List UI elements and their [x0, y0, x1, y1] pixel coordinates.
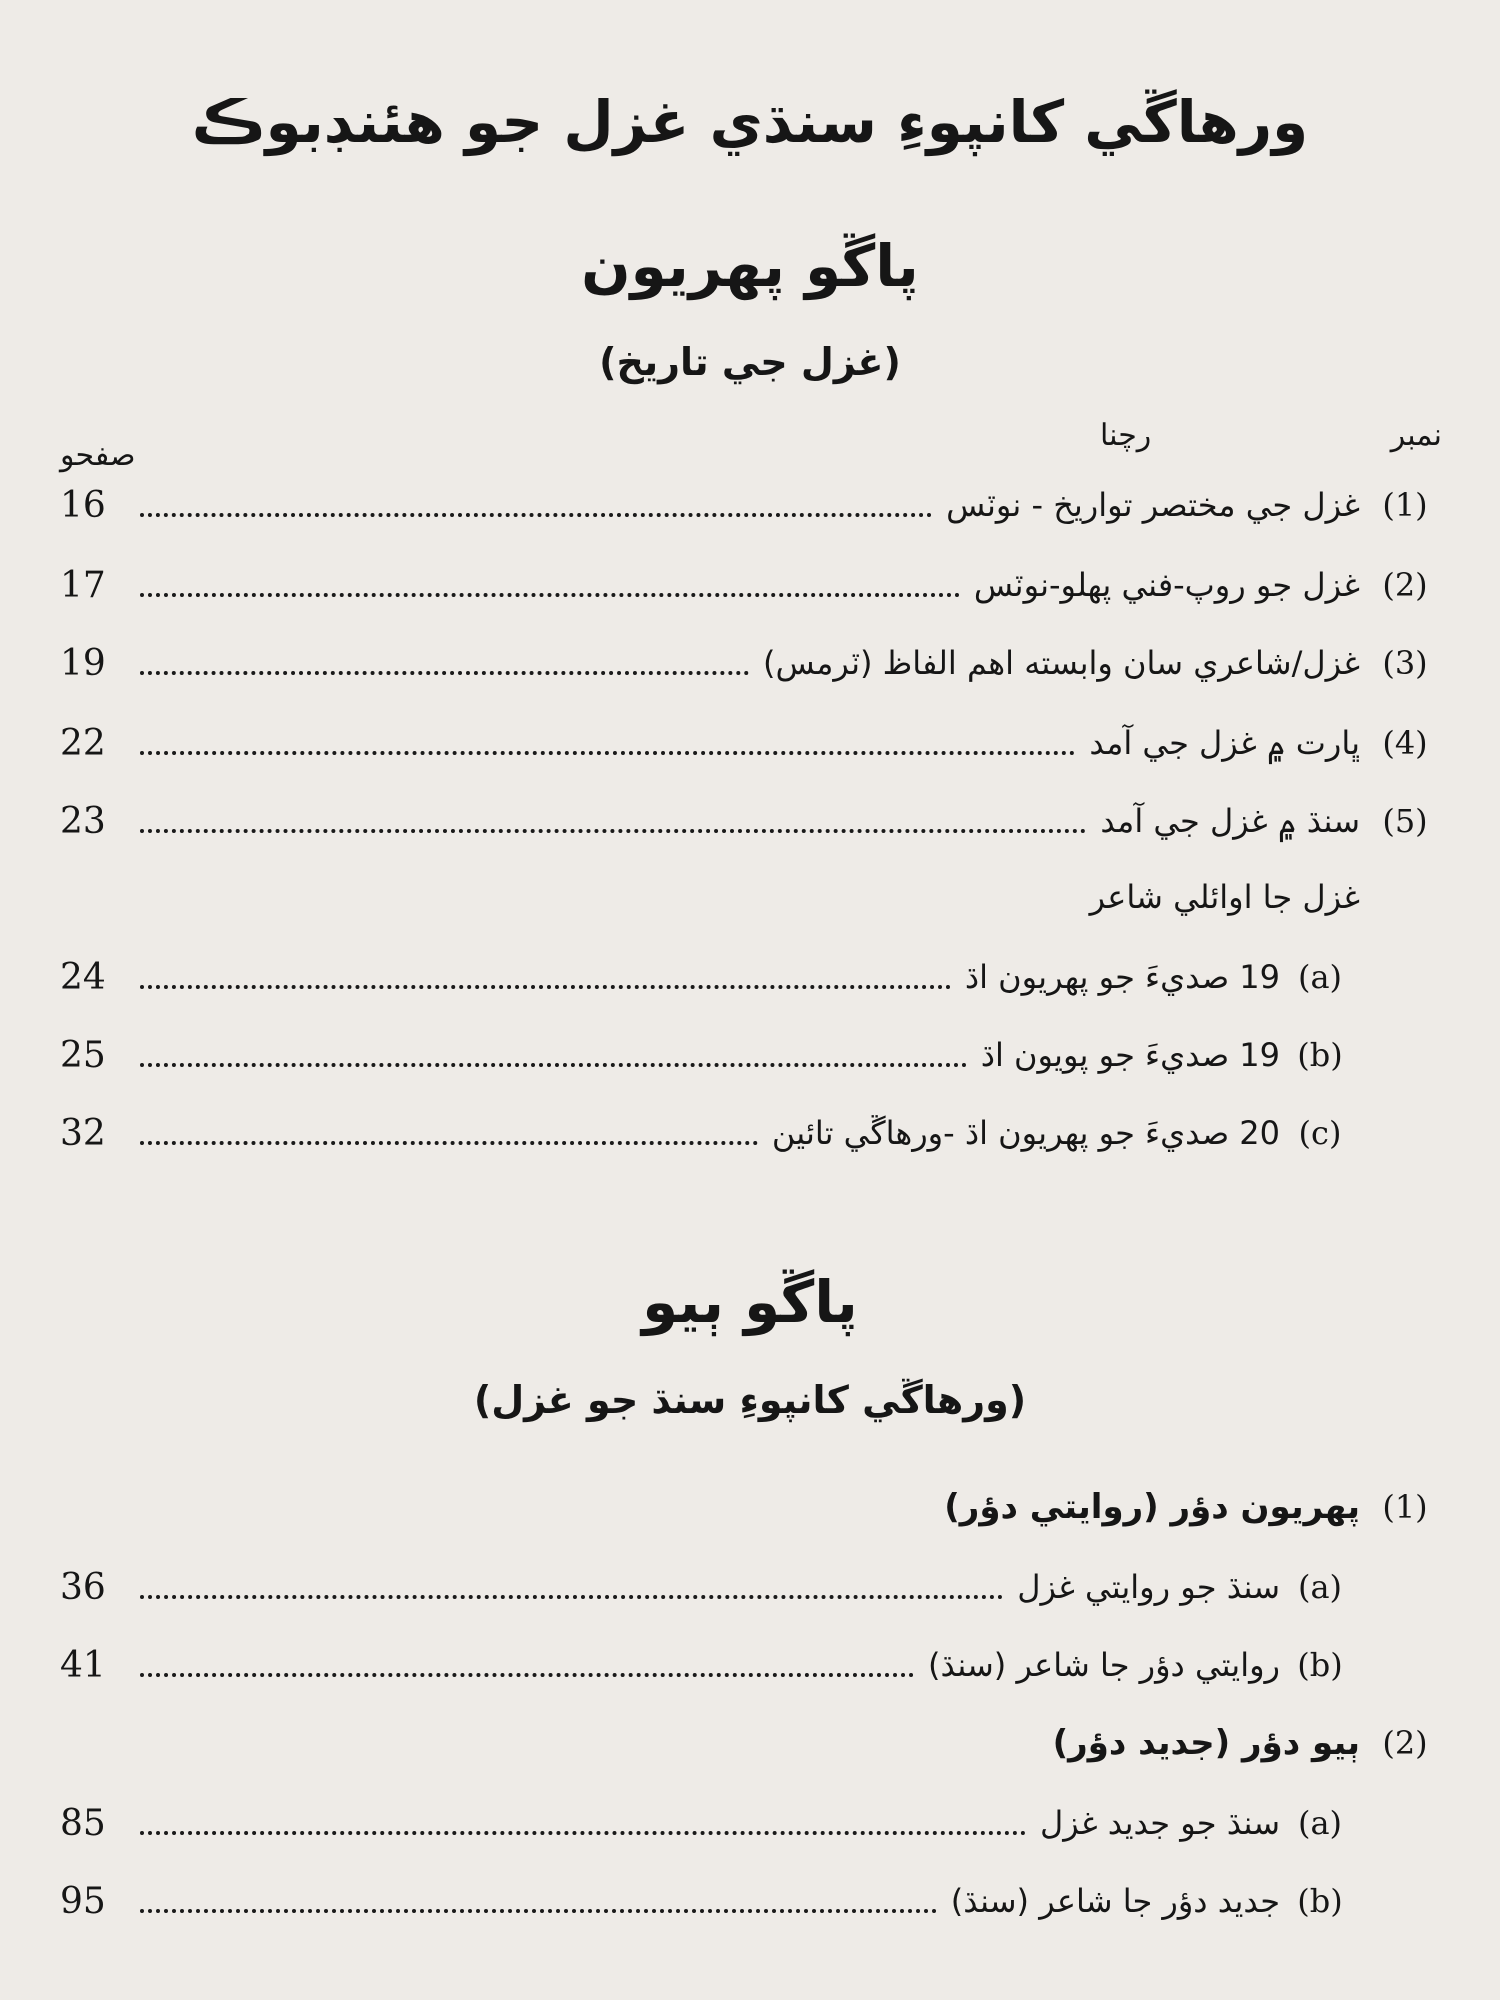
entry-title: غزل/شاعري سان وابسته اهم الفاظ (ٽرمس): [762, 644, 1360, 682]
dot-leader: [140, 1909, 937, 1913]
entry-title: روايتي دؤر جا شاعر (سنڌ): [928, 1646, 1280, 1684]
part-one-subtitle: (غزل جي تاريخ): [599, 340, 901, 384]
dot-leader: [140, 1831, 1026, 1835]
toc-sub-entry[interactable]: [60, 1874, 1450, 1928]
dot-leader: [140, 593, 960, 597]
page-number: 36: [60, 1566, 106, 1608]
entry-title: جديد دؤر جا شاعر (سنڌ): [950, 1882, 1280, 1920]
section-heading[interactable]: [60, 1716, 1450, 1770]
toc-entry[interactable]: [60, 478, 1450, 532]
column-header-number: نمبر: [1390, 418, 1442, 453]
dot-leader: [140, 1673, 914, 1677]
early-poets-heading: غزل جا اوائلي شاعر: [1089, 878, 1360, 916]
section-heading[interactable]: [60, 1480, 1450, 1534]
entry-title: 20 صديءَ جو پهريون اڌ -ورهاڱي تائين: [771, 1114, 1280, 1152]
page-number: 16: [60, 484, 106, 526]
entry-title: 19 صديءَ جو پويون اڌ: [980, 1036, 1280, 1074]
page-number: 95: [60, 1880, 106, 1922]
dot-leader: [140, 513, 932, 517]
toc-entry[interactable]: [60, 558, 1450, 612]
toc-sub-entry[interactable]: [60, 1638, 1450, 1692]
page-number: 41: [60, 1644, 106, 1686]
entry-title: ڀارت ۾ غزل جي آمد: [1089, 724, 1360, 762]
part-two-title: پاڱو ٻيو: [642, 1268, 858, 1336]
dot-leader: [140, 1595, 1003, 1599]
entry-title: سنڌ جو روايتي غزل: [1017, 1568, 1280, 1606]
entry-letter: (b): [1297, 1036, 1343, 1074]
page-number: 85: [60, 1802, 106, 1844]
dot-leader: [140, 1141, 758, 1145]
page-number: 23: [60, 800, 106, 842]
dot-leader: [140, 985, 951, 989]
entry-number: (4): [1382, 724, 1428, 762]
entry-number: (2): [1382, 566, 1428, 604]
section-title: ٻيو دؤر (جديد دؤر): [1052, 1723, 1360, 1763]
entry-number: (5): [1382, 802, 1428, 840]
entry-title: سنڌ ۾ غزل جي آمد: [1100, 802, 1360, 840]
toc-sub-entry[interactable]: [60, 950, 1450, 1004]
entry-number: (3): [1382, 644, 1428, 682]
entry-title: سنڌ جو جديد غزل: [1039, 1804, 1280, 1842]
dot-leader: [140, 829, 1086, 833]
toc-entry[interactable]: [60, 636, 1450, 690]
column-header-page: صفحو: [60, 438, 136, 473]
entry-letter: (c): [1298, 1114, 1342, 1152]
dot-leader: [140, 1063, 967, 1067]
page-number: 25: [60, 1034, 106, 1076]
section-number: (1): [1382, 1488, 1428, 1526]
toc-entry[interactable]: [60, 794, 1450, 848]
column-header-work: رچنا: [1100, 418, 1152, 453]
entry-letter: (b): [1297, 1646, 1343, 1684]
toc-sub-entry[interactable]: [60, 1028, 1450, 1082]
entry-title: غزل جي مختصر تواريخ - نوٽس: [946, 486, 1360, 524]
page-number: 22: [60, 722, 106, 764]
entry-title: 19 صديءَ جو پهريون اڌ: [964, 958, 1280, 996]
page-number: 19: [60, 642, 106, 684]
show-through-text: ‎ ‎: [260, 40, 271, 80]
toc-sub-entry[interactable]: [60, 1560, 1450, 1614]
section-number: (2): [1382, 1724, 1428, 1762]
entry-letter: (a): [1297, 1804, 1343, 1842]
part-two-subtitle: (ورهاڱي کانپوءِ سنڌ جو غزل): [473, 1378, 1027, 1422]
page-number: 32: [60, 1112, 106, 1154]
page-number: 17: [60, 564, 106, 606]
dot-leader: [140, 751, 1075, 755]
early-poets-heading-row: [60, 870, 1450, 924]
entry-letter: (a): [1297, 1568, 1343, 1606]
dot-leader: [140, 671, 749, 675]
entry-letter: (b): [1297, 1882, 1343, 1920]
part-one-title: پاڱو پهريون: [581, 232, 919, 300]
entry-title: غزل جو روپ-فني پهلو-نوٽس: [973, 566, 1360, 604]
section-title: پهريون دؤر (روايتي دؤر): [944, 1487, 1360, 1527]
book-title: ورهاڱي کانپوءِ سنڌي غزل جو هئنڊبوڪ: [191, 88, 1309, 156]
entry-letter: (a): [1297, 958, 1343, 996]
entry-number: (1): [1382, 486, 1428, 524]
toc-entry[interactable]: [60, 716, 1450, 770]
toc-sub-entry[interactable]: [60, 1796, 1450, 1850]
page-number: 24: [60, 956, 106, 998]
toc-sub-entry[interactable]: [60, 1106, 1450, 1160]
